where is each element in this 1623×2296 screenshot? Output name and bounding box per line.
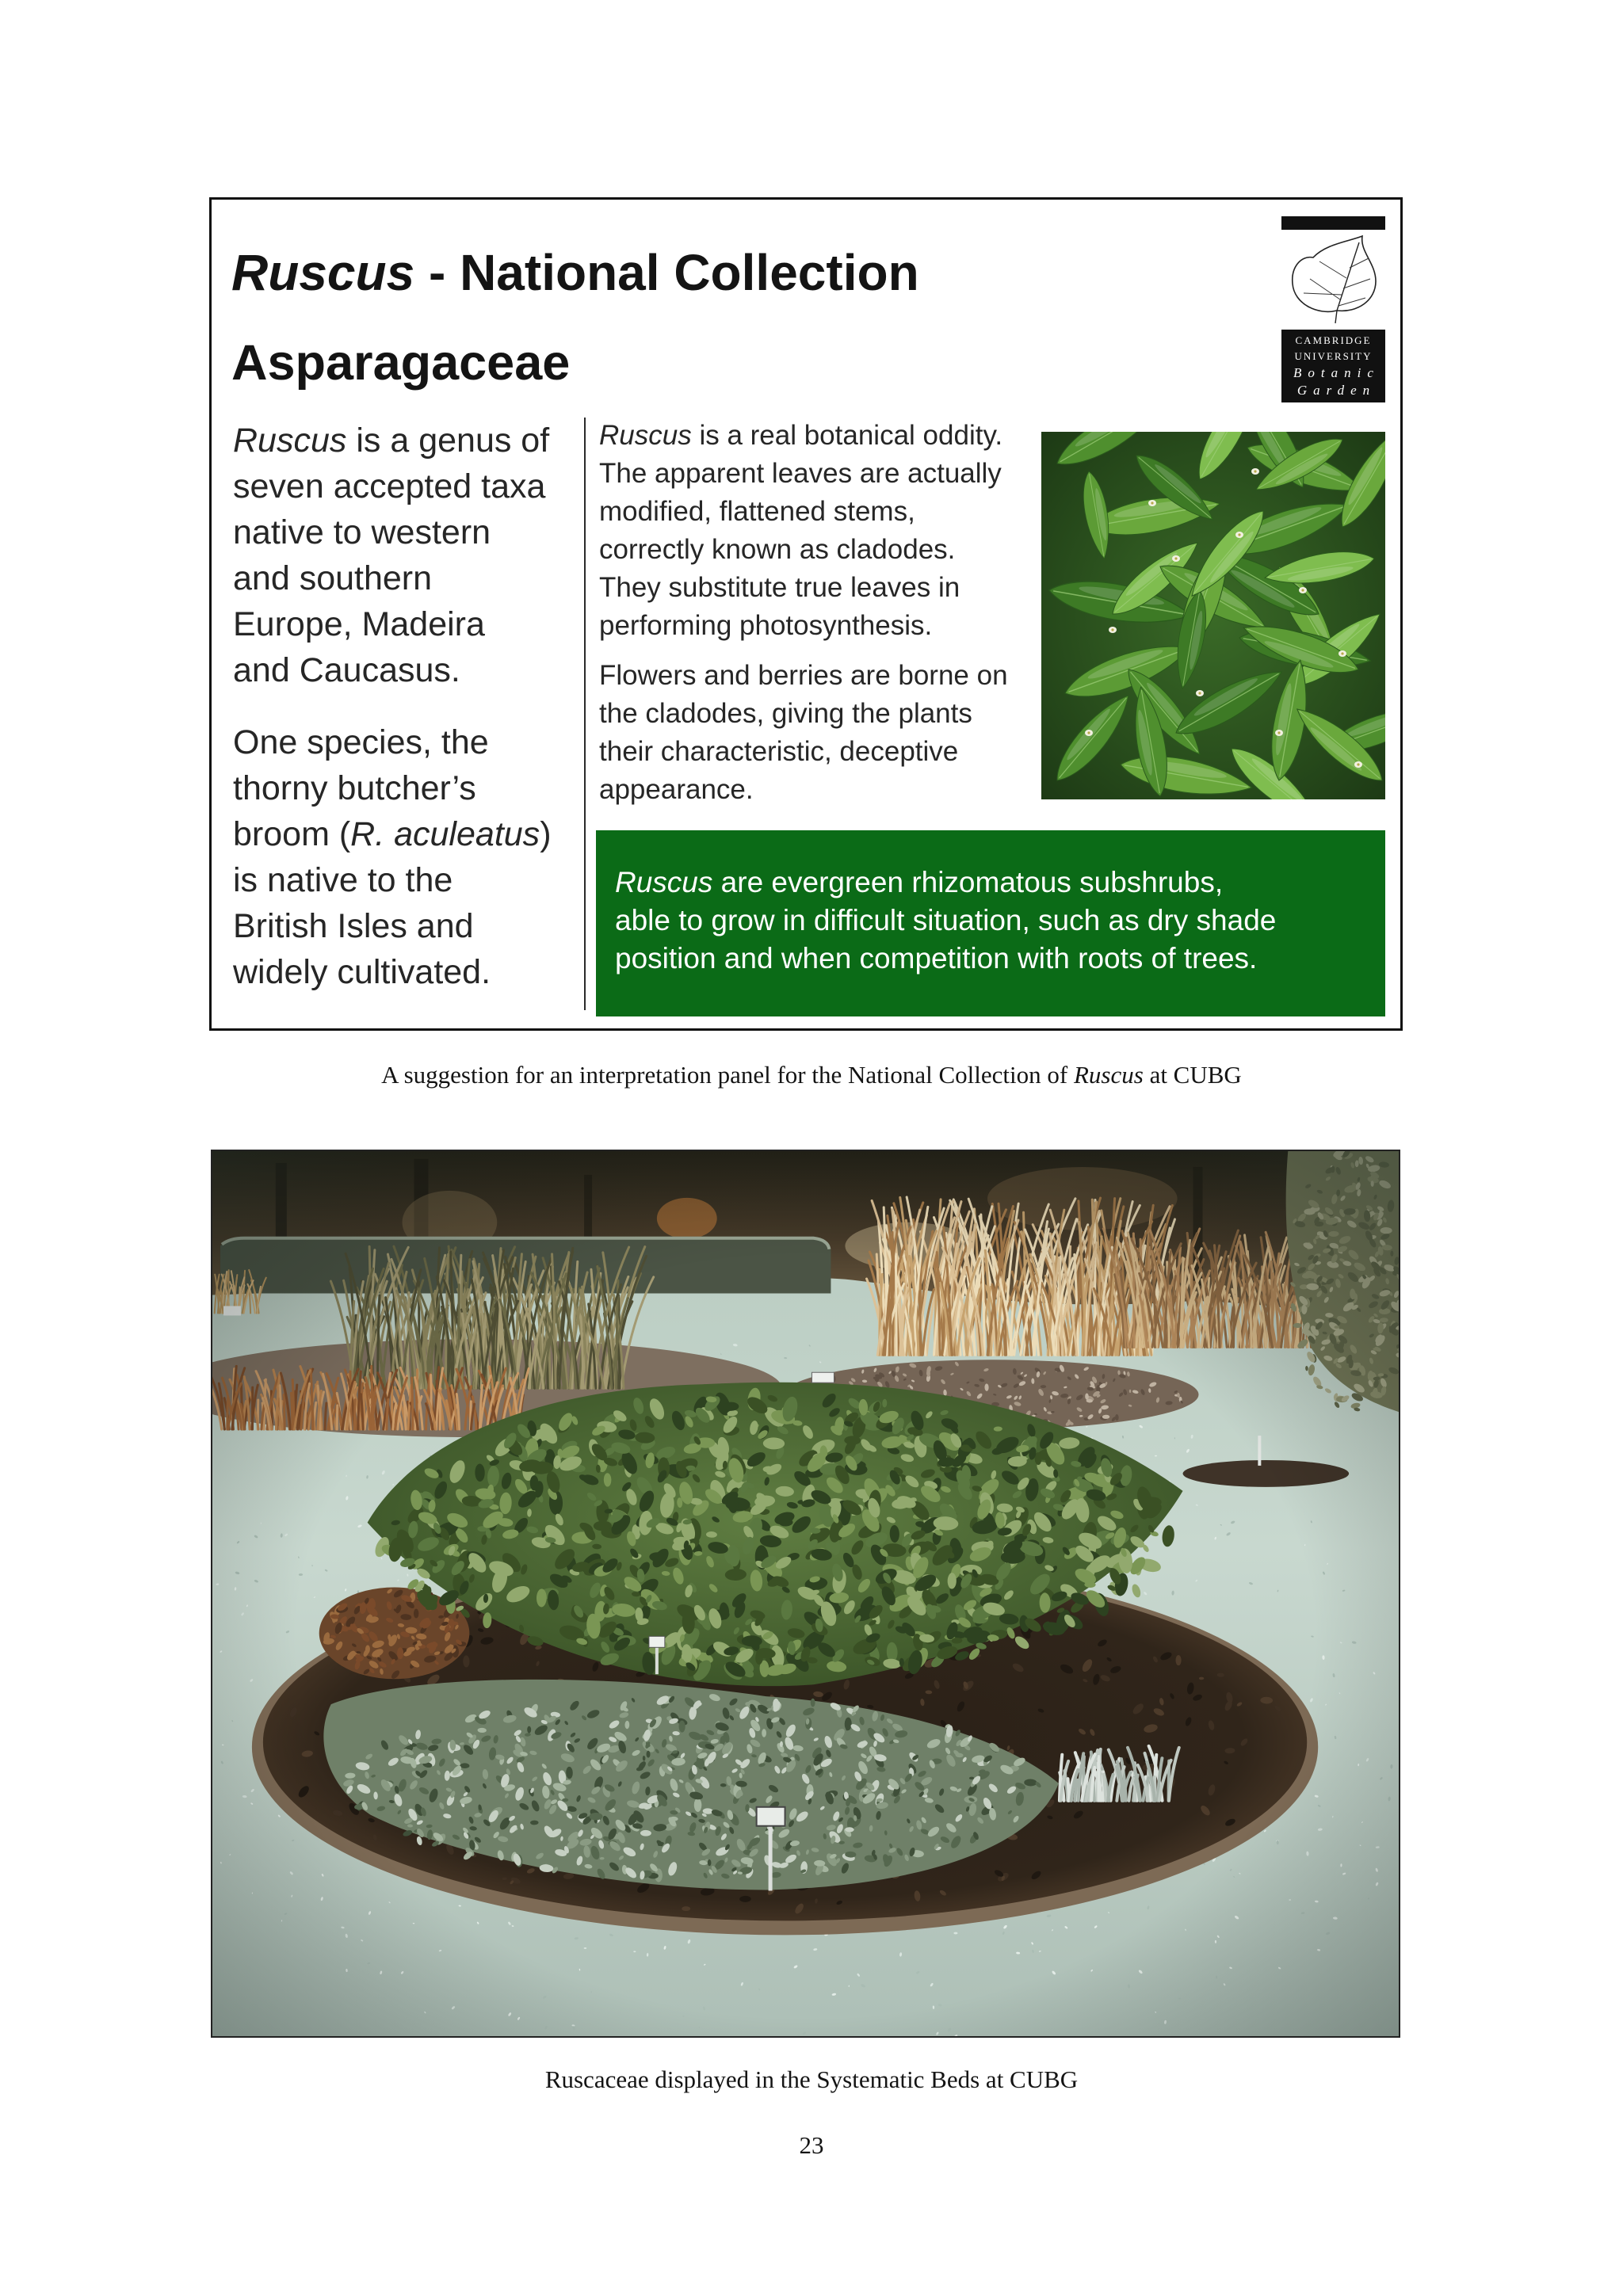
text-line: is native to the: [233, 861, 453, 899]
flower-centre: [1301, 589, 1304, 591]
logo-bar: [1281, 216, 1385, 230]
flower-centre: [1198, 692, 1201, 694]
text-line: able to grow in difficult situation, such as dry shade: [615, 904, 1277, 936]
panel-title: [231, 244, 919, 301]
text-line: [599, 417, 1043, 455]
logo-line-2: UNIVERSITY: [1294, 350, 1373, 362]
flower-centre: [1111, 628, 1113, 631]
page-number: 23: [799, 2131, 824, 2159]
species-name: R. aculeatus: [350, 815, 540, 853]
flower-centre: [1277, 731, 1280, 734]
title-genus: Ruscus: [231, 244, 415, 301]
text-line: The apparent leaves are actually: [599, 458, 1002, 489]
text-segment: are evergreen rhizomatous subshrubs,: [712, 866, 1224, 898]
text-line: the cladodes, giving the plants: [599, 698, 972, 729]
leaf-icon-drawing: [1286, 235, 1383, 325]
text-line: correctly known as cladodes.: [599, 534, 956, 565]
flower-centre: [1238, 533, 1240, 536]
caption-segment: at CUBG: [1143, 1061, 1242, 1089]
highlight-box: [596, 830, 1385, 1016]
cladode-photo: [1041, 432, 1385, 799]
text-line: and southern: [233, 559, 433, 597]
caption-segment: A suggestion for an interpretation panel for the National Collection of: [381, 1061, 1074, 1089]
text-segment: broom (: [233, 815, 351, 853]
text-line: [615, 864, 1385, 902]
panel-caption: [0, 1060, 1623, 1090]
title-rest: - National Collection: [414, 244, 919, 301]
text-line: native to western: [233, 513, 491, 551]
text-line: seven accepted taxa: [233, 467, 546, 505]
text-line: [233, 418, 582, 463]
photo-vignette: [212, 1151, 1399, 2036]
text-line: their characteristic, deceptive: [599, 736, 959, 767]
cambridge-logo: [1281, 330, 1385, 402]
logo-line-4: Garden: [1296, 383, 1377, 398]
text-segment: is a genus of: [346, 421, 550, 460]
caption-genus: Ruscus: [1073, 1061, 1144, 1089]
genus-name: Ruscus: [599, 420, 692, 451]
text-line: widely cultivated.: [233, 953, 491, 991]
text-line: One species, the: [233, 723, 489, 761]
left-paragraph-2: [233, 719, 582, 995]
logo-line-1: CAMBRIDGE: [1295, 334, 1372, 346]
left-column-text: [233, 418, 582, 995]
text-line: performing photosynthesis.: [599, 610, 933, 641]
text-line: They substitute true leaves in: [599, 572, 960, 603]
leaf-outline: [1293, 236, 1376, 311]
middle-paragraph-1: [599, 417, 1043, 645]
systematic-beds-photo: [211, 1150, 1400, 2038]
column-divider: [584, 418, 586, 1010]
flower-centre: [1254, 470, 1256, 472]
text-segment: ): [540, 815, 552, 853]
text-line: appearance.: [599, 774, 754, 805]
text-line: Europe, Madeira: [233, 605, 485, 643]
flower-centre: [1174, 557, 1177, 559]
genus-name: Ruscus: [233, 421, 347, 460]
leaf-icon: [1286, 235, 1383, 325]
text-line: thorny butcher’s: [233, 769, 476, 807]
family-heading: Asparagaceae: [231, 335, 571, 391]
cladode-photo-drawing: [1041, 432, 1385, 799]
text-line: [233, 811, 582, 857]
text-line: position and when competition with roots of trees.: [615, 942, 1258, 974]
left-paragraph-1: [233, 418, 582, 693]
text-line: British Isles and: [233, 907, 474, 945]
middle-paragraph-2: [599, 657, 1043, 809]
flower-centre: [1341, 652, 1343, 654]
genus-name: Ruscus: [615, 866, 713, 898]
photo-caption: Ruscaceae displayed in the Systematic Beds at CUBG: [544, 2065, 1079, 2093]
logo-line-3: Botanic: [1293, 365, 1380, 380]
interpretation-panel: [209, 197, 1403, 1031]
systematic-beds-drawing: [212, 1151, 1399, 2036]
text-line: Flowers and berries are borne on: [599, 660, 1008, 691]
text-line: modified, flattened stems,: [599, 496, 915, 527]
flower-centre: [1087, 731, 1090, 734]
middle-column-text: [599, 417, 1043, 809]
text-segment: is a real botanical oddity.: [691, 420, 1003, 451]
flower-centre: [1357, 763, 1359, 765]
text-line: and Caucasus.: [233, 651, 460, 689]
flower-centre: [1151, 502, 1153, 504]
